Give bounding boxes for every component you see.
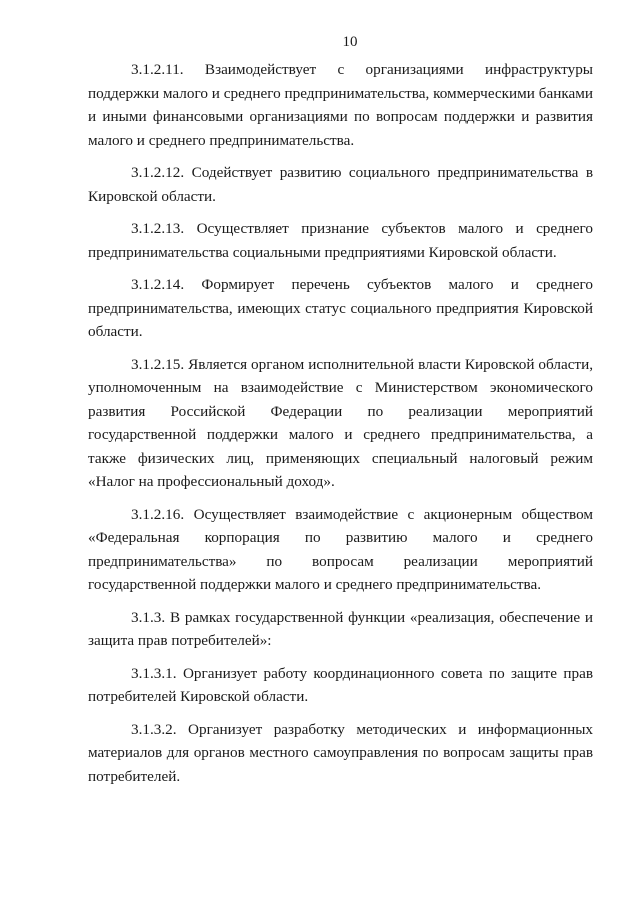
paragraph-3-1-3-2: 3.1.3.2. Организует разработку методических и информационных материалов для органов местного самоуправления по вопросам защиты прав потребителей.: [88, 720, 593, 785]
page-number: 10: [342, 34, 358, 50]
paragraph-3-1-2-12: 3.1.2.12. Содействует развитию социального предпринимательства в Кировской области.: [88, 164, 593, 205]
document-body: [88, 58, 593, 797]
paragraph-3-1-3: 3.1.3. В рамках государственной функции «реализация, обеспечение и защита прав потребителей»:: [88, 608, 593, 649]
paragraph-3-1-2-13: 3.1.2.13. Осуществляет признание субъектов малого и среднего предпринимательства социальными предприятиями Кировской области.: [88, 220, 593, 261]
paragraph-3-1-2-15: 3.1.2.15. Является органом исполнительной власти Кировской области, уполномоченным на взаимодействие с Министерством экономического развития Российской Федерации по реализации мероприятий государственной поддержки малого и среднего предпринимательства, а также физических лиц, применяющих специальный налоговый режим «Налог на профессиональный доход».: [88, 355, 593, 490]
paragraph-3-1-2-16: 3.1.2.16. Осуществляет взаимодействие с акционерным обществом «Федеральная корпорация по развитию малого и среднего предпринимательства» по вопросам реализации мероприятий государственной поддержки малого и среднего предпринимательства.: [88, 505, 593, 593]
paragraph-3-1-2-11: 3.1.2.11. Взаимодействует с организациями инфраструктуры поддержки малого и среднего предпринимательства, коммерческими банками и иными финансовыми организациями по вопросам поддержки и развития малого и среднего предпринимательства.: [88, 61, 593, 149]
paragraph-3-1-3-1: 3.1.3.1. Организует работу координационного совета по защите прав потребителей Кировской области.: [88, 664, 593, 705]
paragraph-3-1-2-14: 3.1.2.14. Формирует перечень субъектов малого и среднего предпринимательства, имеющих статус социального предприятия Кировской области.: [88, 276, 593, 340]
